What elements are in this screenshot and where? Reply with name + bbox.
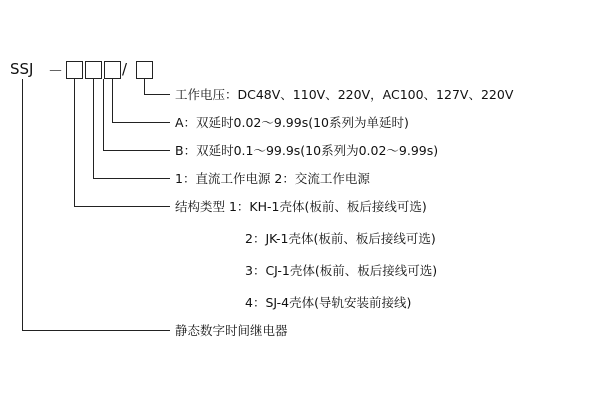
leader-hline-delay-b (103, 150, 170, 151)
leader-hline-product-name (22, 330, 170, 331)
code-dash: － (48, 62, 64, 80)
leader-hline-working-voltage (144, 94, 170, 95)
leader-vline-delay-b (103, 79, 104, 151)
leader-vline-product-name (22, 79, 23, 331)
leader-vline-structure-type (74, 79, 75, 207)
label-structure-type-4: 4：SJ-4壳体(导轨安装前接线) (245, 295, 412, 310)
leader-vline-power-type (93, 79, 94, 179)
code-box-4 (136, 61, 153, 79)
label-working-voltage: 工作电压：DC48V、110V、220V，AC100、127V、220V (175, 87, 514, 102)
label-structure-type-2: 2：JK-1壳体(板前、板后接线可选) (245, 231, 436, 246)
leader-vline-working-voltage (144, 79, 145, 95)
code-slash: / (122, 60, 128, 78)
code-box-3 (104, 61, 121, 79)
leader-hline-delay-a (112, 122, 170, 123)
leader-vline-delay-a (112, 79, 113, 123)
leader-hline-structure-type (74, 206, 170, 207)
code-box-1 (66, 61, 83, 79)
label-structure-type-1: 结构类型 1：KH-1壳体(板前、板后接线可选) (175, 199, 427, 214)
label-delay-b: B：双延时0.1～99.9s(10系列为0.02～9.99s) (175, 143, 439, 158)
label-delay-a: A：双延时0.02～9.99s(10系列为单延时) (175, 115, 409, 130)
label-power-type: 1：直流工作电源 2：交流工作电源 (175, 171, 370, 186)
label-product-name: 静态数字时间继电器 (175, 323, 288, 338)
leader-hline-power-type (93, 178, 170, 179)
code-prefix: SSJ (10, 60, 34, 78)
code-box-2 (85, 61, 102, 79)
label-structure-type-3: 3：CJ-1壳体(板前、板后接线可选) (245, 263, 438, 278)
